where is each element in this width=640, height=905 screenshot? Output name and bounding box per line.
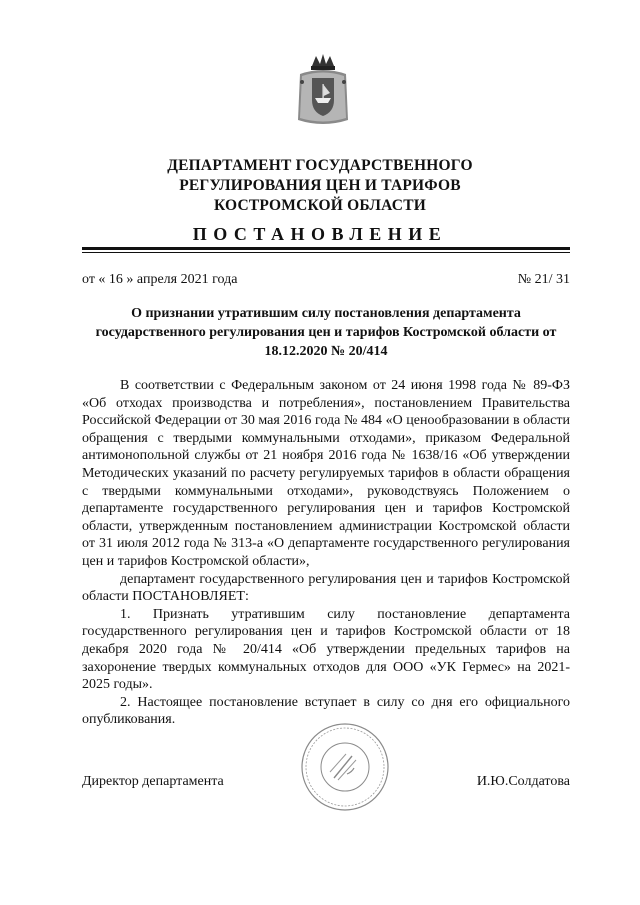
header-rule-thin [82, 252, 570, 253]
body-paragraph-preamble: В соответствии с Федеральным законом от 24 июня 1998 года № 89-ФЗ «Об отходах производства и потребления», постановлением Правительства Российской Федерации от 30 мая 2016 года № 484 «О ценообразовании в области обращения с твердыми коммунальными отходами», приказом Федеральной антимонопольной службы от 21 ноября 2016 года № 1638/16 «Об утверждении Методических указаний по расчету регулируемых тарифов в области обращения с твердыми коммунальными отходами», руководствуясь Положением о департаменте государственного регулирования цен и тарифов Костромской области, утвержденным постановлением администрации Костромской области от 31 июля 2012 года № 313-а «О департаменте государственного регулирования цен и тарифов Костромской области», [82, 378, 570, 569]
document-body [82, 377, 570, 729]
coat-of-arms-icon [296, 52, 350, 128]
header-rule-thick [82, 247, 570, 250]
body-paragraph-item-2: 2. Настоящее постановление вступает в силу со дня его официального опубликования. [82, 694, 570, 728]
body-paragraph-item-1: 1. Признать утратившим силу постановление департамента государственного регулирования цен и тарифов Костромской области от 18 декабря 2020 года № 20/414 «Об утверждении предельных тарифов на захоронение твердых коммунальных отходов для ООО «УК Гермес» на 2021-2025 годы». [82, 606, 570, 693]
issuer-line-1: ДЕПАРТАМЕНТ ГОСУДАРСТВЕННОГО [167, 157, 473, 174]
signatory-name: И.Ю.Солдатова [476, 774, 570, 789]
document-number: № 21/ 31 [517, 272, 570, 287]
official-seal-icon [300, 722, 390, 812]
document-date: от « 16 » апреля 2021 года [82, 272, 238, 287]
body-paragraph-resolves: департамент государственного регулирования цен и тарифов Костромской области ПОСТАНОВЛЯЕТ: [82, 571, 570, 605]
signatory-title: Директор департамента [82, 774, 224, 789]
document-title: О признании утратившим силу постановления департамента государственного регулирования цен и тарифов Костромской области от 18.12.2020 № 20/414 [95, 306, 557, 359]
issuer-header [0, 156, 640, 216]
issuer-line-2: РЕГУЛИРОВАНИЯ ЦЕН И ТАРИФОВ [179, 177, 461, 194]
issuer-line-3: КОСТРОМСКОЙ ОБЛАСТИ [213, 197, 426, 214]
document-type: ПОСТАНОВЛЕНИЕ [192, 224, 448, 244]
